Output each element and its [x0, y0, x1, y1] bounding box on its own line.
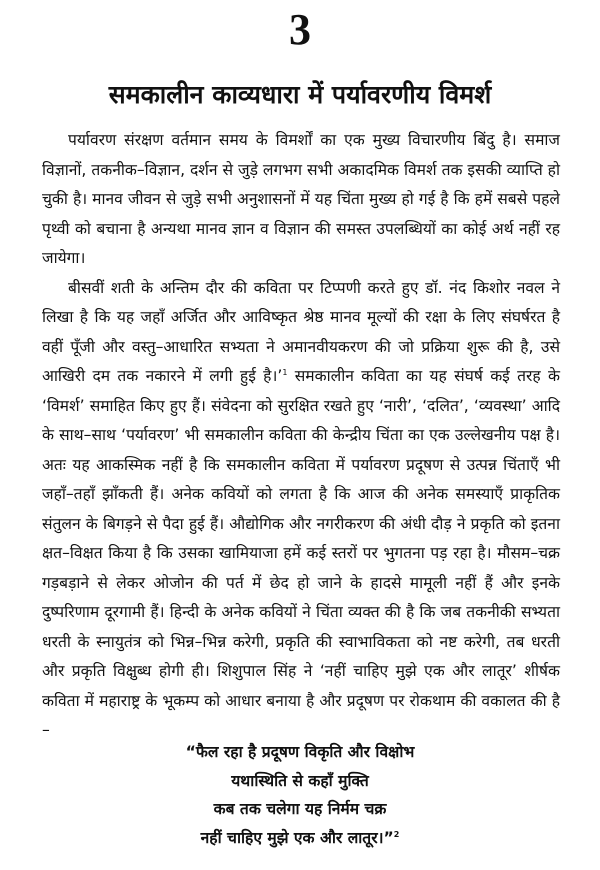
paragraph-2-text-start: बीसवीं शती के अन्तिम दौर की कविता पर टिप्पणी करते हुए डॉ. नंद किशोर नवल ने लिखा है कि यह जहाँ अर्जित और आविष्कृत श्रेष्ठ मानव मूल्यों की रक्षा के लिए संघर्षरत है वहीं पूँजी और वस्तु–आधारित सभ्यता ने अमानवीयकरण की जो प्रक्रिया शुरू की है, उसे आखिरी दम तक नकारने में लगी हुई है।’: [42, 278, 560, 385]
paragraph-1: पर्यावरण संरक्षण वर्तमान समय के विमर्शों का एक मुख्य विचारणीय बिंदु है। समाज विज्ञानों, तकनीक–विज्ञान, दर्शन से जुड़े लगभग सभी अकादमिक विमर्श तक इसकी व्याप्ति हो चुकी है। मानव जीवन से जुड़े सभी अनुशासनों में यह चिंता मुख्य हो गई है कि हमें सबसे पहले पृथ्वी को बचाना है अन्यथा मानव ज्ञान व विज्ञान की समस्त उपलब्धियों का कोई अर्थ नहीं रह जायेगा।: [42, 131, 560, 267]
paragraph-2: [42, 274, 560, 746]
poem-quote: [0, 738, 600, 852]
quote-line: कब तक चलेगा यह निर्मम चक्र: [213, 800, 387, 818]
quote-line: यथास्थिति से कहाँ मुक्ति: [231, 771, 369, 790]
footnote-marker-1: 1: [282, 367, 288, 377]
footnote-marker-2: 2: [393, 829, 400, 839]
chapter-title: समकालीन काव्यधारा में पर्यावरणीय विमर्श: [108, 80, 492, 109]
quote-line-text: नहीं चाहिए मुझे एक और लातूर।”: [200, 828, 394, 847]
quote-line: “फैल रहा है प्रदूषण विकृति और विक्षोभ: [185, 743, 415, 761]
chapter-number: 3: [289, 5, 311, 54]
quote-line-last: [0, 824, 600, 853]
body-text: [42, 126, 560, 746]
paragraph-2-text-end: समकालीन कविता का यह संघर्ष कई तरह के ‘विमर्श’ समाहित किए हुए हैं। संवेदना को सुरक्षित रखते हुए ‘नारी’, ‘दलित’, ‘व्यवस्था’ आदि के साथ–साथ ‘पर्यावरण’ भी समकालीन कविता की केन्द्रीय चिंता का एक उल्लेखनीय पक्ष है। अतः यह आकस्मिक नहीं है कि समकालीन कविता में पर्यावरण प्रदूषण से उत्पन्न चिंताएँ भी जहाँ–तहाँ झाँकती हैं। अनेक कवियों को लगता है कि आज की अनेक समस्याएँ प्राकृतिक संतुलन के बिगड़ने से पैदा हुई हैं। औद्योगिक और नगरीकरण की अंधी दौड़ ने प्रकृति को इतना क्षत–विक्षत किया है कि उसका खामियाजा हमें कई स्तरों पर भुगतना पड़ रहा है। मौसम–चक्र गड़बड़ाने से लेकर ओजोन की पर्त में छेद हो जाने के हादसे मामूली नहीं हैं और इनके दुष्परिणाम दूरगामी हैं। हिन्दी के अनेक कवियों ने चिंता व्यक्त की है कि जब तकनीकी सभ्यता धरती के स्नायुतंत्र को भिन्न–भिन्न करेगी, प्रकृति की स्वाभाविकता को नष्ट करेगी, तब धरती और प्रकृति विक्षुब्ध होगी ही। शिशुपाल सिंह ने ‘नहीं चाहिए मुझे एक और लातूर’ शीर्षक कविता में महाराष्ट्र के भूकम्प को आधार बनाया है और प्रदूषण पर रोकथाम की वकालत की है –: [42, 367, 560, 739]
